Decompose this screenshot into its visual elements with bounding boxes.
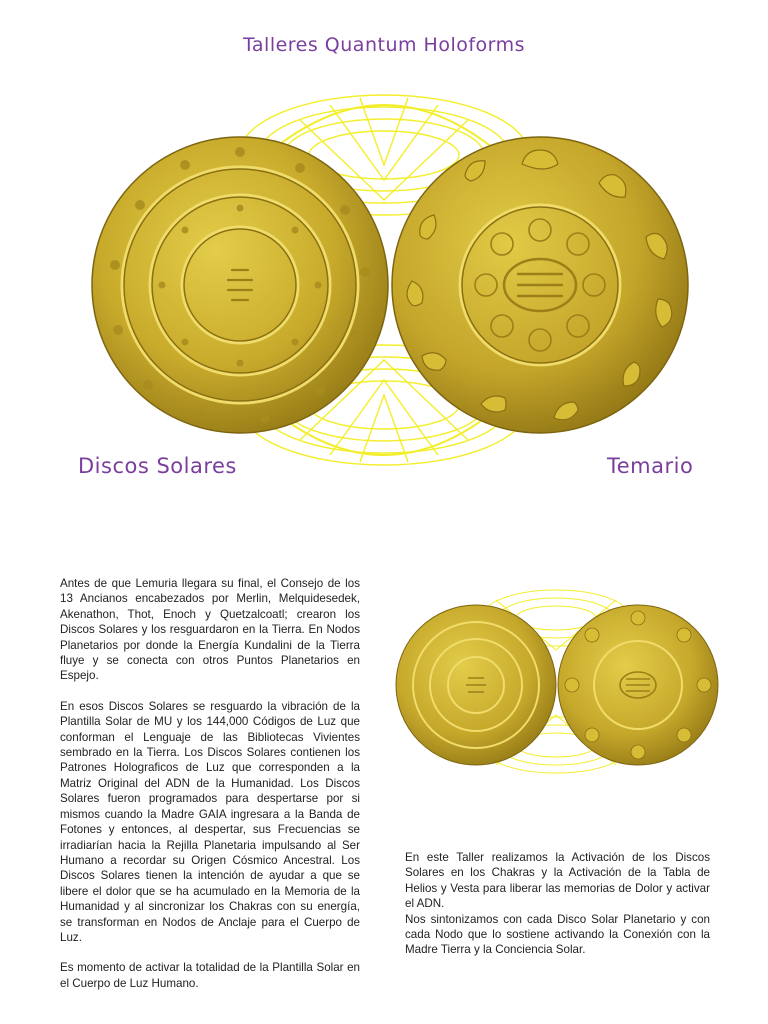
small-solar-discs-illustration (386, 580, 726, 780)
solar-discs-illustration (0, 60, 768, 490)
workshop-paragraph: En este Taller realizamos la Activación de los Discos Solares en los Chakras y la Activación de la Tabla de Helios y Vesta para liberar las memorias de Dolor y activar el ADN. (405, 851, 710, 911)
intro-paragraph: Es momento de activar la totalidad de la Plantilla Solar en el Cuerpo de Luz Humano. (60, 961, 360, 990)
brand-title: Talleres Quantum Holoforms (242, 34, 526, 56)
discos-solares-label: Discos Solares (78, 454, 237, 478)
right-solar-disc (392, 137, 688, 433)
small-left-disc (396, 605, 556, 765)
intro-text (60, 576, 360, 1006)
intro-paragraph: En esos Discos Solares se resguardo la vibración de la Plantilla Solar de MU y los 144,000 Códigos de Luz que conforman el Lenguaje de las Bibliotecas Vivientes sembrado en la Tierra. Los Discos Solares contienen los Patrones Holograficos de Luz que corresponden a la Matriz Original del ADN de la Humanidad. Los Discos Solares fueron programados para despertarse por si mismos cuando la Madre GAIA ingresara a la Banda de Fotones y entonces, al despertar, sus Frecuencias se irradiarían hacia la Rejilla Planetaria impulsando al Ser Humano a recordar su Origen Cósmico Ancestral. Los Discos Solares tienen la intención de ayudar a que se libere el dolor que se ha acumulado en la Memoria de la Humanidad y al sincronizar los Chakras con su energía, se transforman en Nodos de Anclaje para el Cuerpo de Luz. (60, 699, 360, 944)
workshop-paragraph: Nos sintonizamos con cada Disco Solar Planetario y con cada Nodo que lo sostiene activando la Conexión con la Madre Tierra y la Conciencia Solar. (405, 912, 710, 957)
temario-label: Temario (607, 454, 694, 478)
intro-paragraph: Antes de que Lemuria llegara su final, el Consejo de los 13 Ancianos encabezados por Merlin, Melquidesedek, Akenathon, Thot, Enoch y Quetzalcoatl; crearon los Discos Solares y los resguardaron en la Tierra. En Nodos Planetarios por donde la Energía Kundalini de la Tierra fluye y se conecta con otros Puntos Planetarios en Espejo. (60, 577, 360, 683)
workshop-text (405, 850, 710, 958)
left-solar-disc (92, 137, 388, 433)
small-right-disc (558, 605, 718, 765)
